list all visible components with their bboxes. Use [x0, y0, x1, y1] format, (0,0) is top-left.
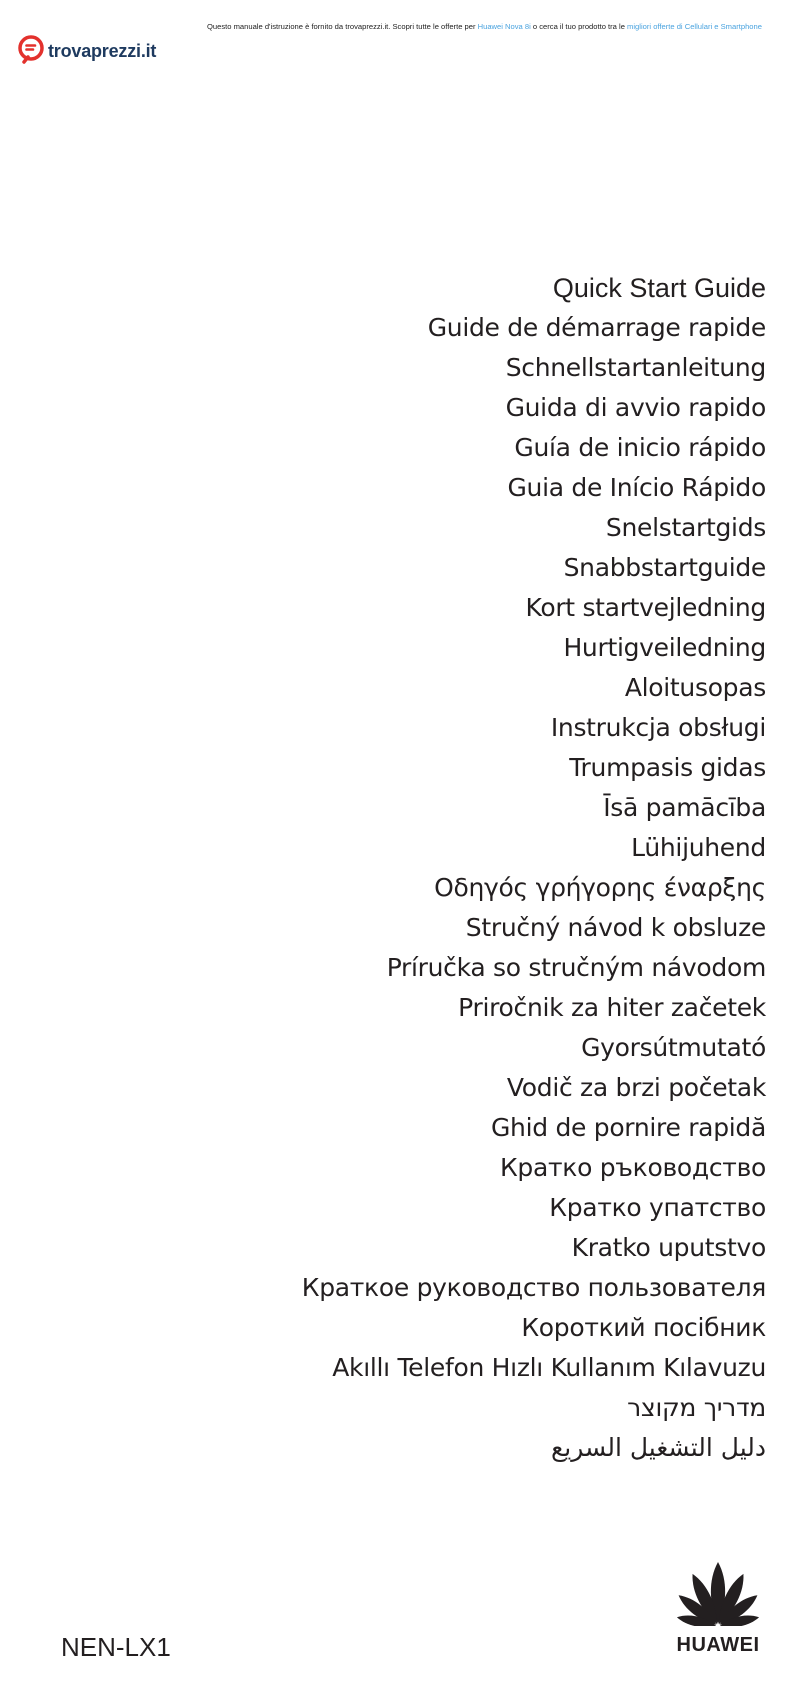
trovaprezzi-banner — [0, 0, 808, 70]
guide-title-cs: Stručný návod k obsluze — [465, 913, 766, 942]
guide-title-list — [66, 268, 766, 1468]
guide-title-es: Guía de inicio rápido — [514, 433, 766, 462]
trovaprezzi-pin-icon — [18, 35, 44, 67]
trovaprezzi-notice — [207, 18, 797, 36]
guide-title-hr: Vodič za brzi početak — [506, 1073, 766, 1102]
guide-title-uk: Короткий посібник — [521, 1313, 766, 1342]
guide-title-pl: Instrukcja obsługi — [550, 713, 766, 742]
guide-title-sk: Príručka so stručným návodom — [386, 953, 766, 982]
guide-title-da: Kort startvejledning — [525, 593, 766, 622]
guide-title-he: מדריך מקוצר — [627, 1393, 766, 1422]
guide-title-fr: Guide de démarrage rapide — [427, 313, 766, 342]
trovaprezzi-logo-text: trovaprezzi.it — [48, 40, 157, 61]
guide-title-lt: Trumpasis gidas — [569, 753, 766, 782]
huawei-logo — [668, 1560, 768, 1657]
guide-title-it: Guida di avvio rapido — [505, 393, 766, 422]
guide-title-ar: دليل التشغيل السريع — [551, 1433, 766, 1462]
guide-title-sv: Snabbstartguide — [563, 553, 766, 582]
guide-title-sl: Priročnik za hiter začetek — [458, 993, 766, 1022]
huawei-wordmark: HUAWEI — [676, 1634, 760, 1656]
trovaprezzi-logo[interactable] — [18, 34, 156, 68]
guide-title-pt: Guia de Início Rápido — [507, 473, 766, 502]
guide-title-sr: Kratko uputstvo — [571, 1233, 766, 1262]
guide-title-lv: Īsā pamācība — [603, 793, 766, 822]
guide-title-en: Quick Start Guide — [552, 273, 766, 303]
notice-prefix: Questo manuale d'istruzione è fornito da trovaprezzi.it. Scopri tutte le offerte per — [207, 22, 478, 31]
notice-offers-link[interactable]: migliori offerte di Cellulari e Smartphone — [627, 22, 762, 31]
guide-title-no: Hurtigveiledning — [563, 633, 766, 662]
model-number: NEN-LX1 — [61, 1632, 171, 1662]
guide-title-ro: Ghid de pornire rapidă — [490, 1113, 766, 1142]
huawei-flower-icon — [670, 1560, 766, 1626]
guide-title-nl: Snelstartgids — [605, 513, 766, 542]
notice-middle: o cerca il tuo prodotto tra le — [530, 22, 628, 31]
guide-title-el: Οδηγός γρήγορης έναρξης — [434, 873, 766, 902]
guide-title-fi: Aloitusopas — [624, 673, 766, 702]
guide-title-bg: Кратко ръководство — [499, 1153, 766, 1182]
notice-product-link[interactable]: Huawei Nova 8i — [477, 22, 531, 31]
guide-title-hu: Gyorsútmutató — [581, 1033, 766, 1062]
guide-title-et: Lühijuhend — [631, 833, 766, 862]
guide-title-tr: Akıllı Telefon Hızlı Kullanım Kılavuzu — [332, 1353, 766, 1382]
guide-title-mk: Кратко упатство — [549, 1193, 766, 1222]
guide-title-de: Schnellstartanleitung — [505, 353, 766, 382]
guide-title-ru: Краткое руководство пользователя — [301, 1273, 766, 1302]
